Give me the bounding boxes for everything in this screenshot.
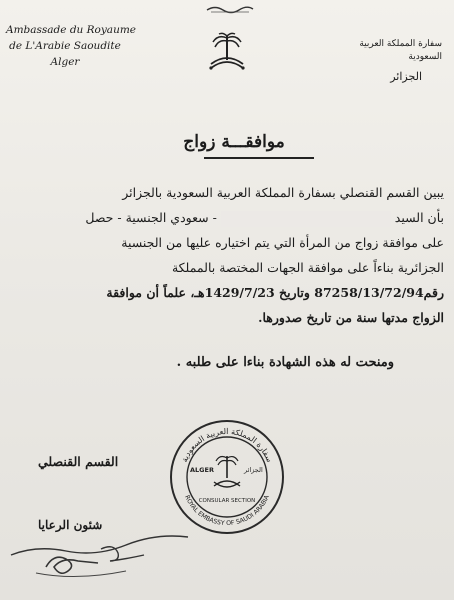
body-line-2-start: بأن السيد	[394, 210, 444, 225]
citizens-affairs-label: شئون الرعايا	[38, 518, 103, 532]
document-title: موافقـــة زواج	[183, 132, 285, 152]
arabic-embassy-title: سفارة المملكة العربية السعودية	[359, 39, 442, 62]
redacted-name	[221, 211, 391, 227]
arabic-letterhead	[338, 38, 442, 83]
consular-section-label: القسم القنصلي	[38, 454, 119, 469]
grant-statement: ومنحت له هذه الشهادة بناءا على طلبه .	[176, 355, 394, 370]
stamp-alger: ALGER	[190, 466, 214, 474]
arabic-city: الجزائر	[390, 70, 422, 83]
body-line-6: الزواج مدتها سنة من تاريخ صدورها.	[258, 310, 444, 325]
body-line-2	[20, 205, 444, 230]
french-letterhead	[6, 22, 137, 70]
title-underline	[204, 157, 314, 159]
body-line-2-end: - سعودي الجنسية - حصل	[85, 210, 217, 225]
letterhead-line-3: Alger	[50, 56, 80, 68]
body-line-3: على موافقة زواج من المرأة التي يتم اختياره عليها من الجنسية	[121, 235, 444, 250]
letterhead-line-1: Ambassade du Royaume	[6, 24, 137, 36]
body-line-4: الجزائرية بناءاً على موافقة الجهات المختصة بالمملكة	[171, 260, 444, 275]
stamp-city-arabic: الجزائر	[244, 466, 263, 474]
body-line-5: رقم87258/13/72/94 وتاريخ 1429/7/23هـ، علماً أن موافقة	[106, 285, 444, 300]
palm-swords-emblem-icon	[205, 30, 249, 74]
document-body	[20, 180, 444, 330]
handwritten-signature	[6, 515, 191, 585]
stamp-emblem-icon	[214, 456, 240, 487]
body-line-1: يبين القسم القنصلي بسفارة المملكة العربية السعودية بالجزائر	[122, 185, 444, 200]
letterhead-line-2: de L'Arabie Saoudite	[9, 40, 121, 52]
top-calligraphy-mark	[205, 4, 255, 14]
stamp-ring-english: ROYAL EMBASSY OF SAUDI ARABIA	[183, 494, 271, 528]
stamp-consular: CONSULAR SECTION	[198, 498, 256, 504]
stamp-ring-arabic: سفارة المملكة العربية السعودية	[179, 426, 275, 464]
